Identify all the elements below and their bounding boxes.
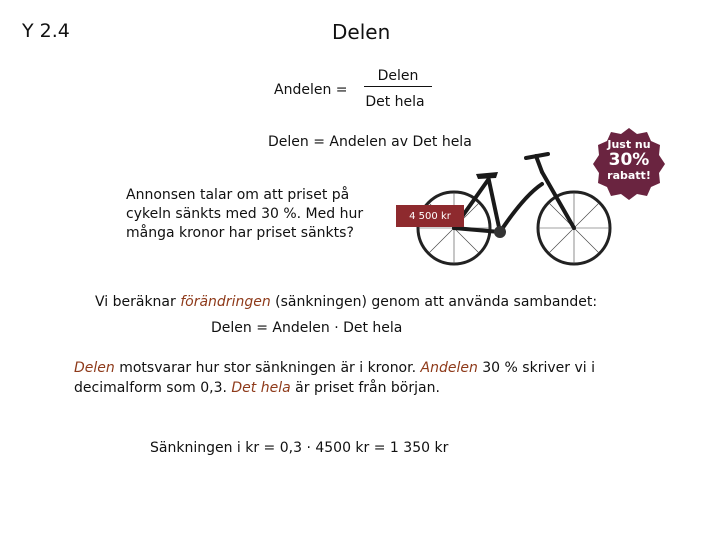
method-italic: förändringen: [180, 294, 271, 310]
explanation-text: [74, 358, 604, 398]
slide-title: Delen: [332, 20, 391, 44]
explanation-delen: Delen: [74, 360, 115, 376]
badge-line-2: 30%: [608, 150, 650, 170]
slide-number: Y 2.4: [22, 20, 70, 42]
explanation-part-6: är priset från början.: [290, 380, 440, 396]
formula-delen-product: [211, 320, 402, 336]
formula3-b: Det hela: [343, 320, 403, 336]
method-text: [95, 294, 597, 310]
formula-andelen-denominator: Det hela: [365, 94, 425, 110]
formula3-dot: ·: [334, 320, 339, 336]
question-text: Annonsen talar om att priset på cykeln sänkts med 30 %. Med hur många kronor har priset sänkts?: [126, 187, 364, 241]
formula-andelen-numerator: Delen: [364, 68, 432, 87]
formula-delen: Delen = Andelen av Det hela: [268, 134, 472, 150]
badge-line-3: rabatt!: [607, 169, 651, 182]
formula3-lhs: Delen =: [211, 320, 268, 336]
method-suffix: (sänkningen) genom att använda sambandet:: [270, 294, 598, 310]
explanation-part-4: 30 % skriver vi i decimalform som 0,3.: [74, 360, 595, 396]
discount-badge-text: [593, 138, 665, 182]
explanation-andelen: Andelen: [420, 360, 478, 376]
price-tag: 4 500 kr: [396, 205, 464, 227]
badge-line-1: Just nu: [607, 138, 651, 151]
formula-andelen-lhs: Andelen =: [274, 82, 348, 98]
explanation-part-2: motsvarar hur stor sänkningen är i kronor.: [114, 360, 421, 376]
formula3-a: Andelen: [272, 320, 330, 336]
explanation-det-hela: Det hela: [231, 380, 291, 396]
method-prefix: Vi beräknar: [95, 294, 181, 310]
calculation-text: Sänkningen i kr = 0,3 · 4500 kr = 1 350 kr: [150, 440, 449, 456]
